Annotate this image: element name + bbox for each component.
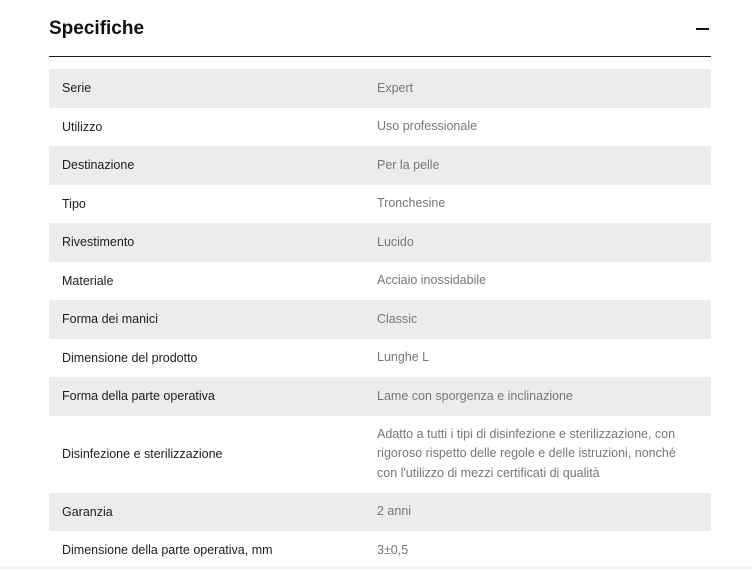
section-title: Specifiche xyxy=(49,18,145,39)
spec-row-disinfezione xyxy=(49,416,711,493)
spec-value: Lucido xyxy=(377,234,414,249)
specs-section-header[interactable] xyxy=(49,0,711,57)
specs-table xyxy=(49,69,711,570)
spec-value: Expert xyxy=(377,80,414,95)
spec-label: Disinfezione e sterilizzazione xyxy=(62,447,223,461)
spec-value: Lame con sporgenza e inclinazione xyxy=(377,388,573,403)
spec-label: Dimensione della parte operativa, mm xyxy=(62,543,273,558)
spec-label: Materiale xyxy=(62,273,114,288)
spec-row-garanzia xyxy=(49,493,711,532)
spec-value: Uso professionale xyxy=(377,119,478,133)
spec-label: Utilizzo xyxy=(62,119,103,134)
spec-row-utilizzo xyxy=(49,108,711,147)
spec-value: 2 anni xyxy=(377,504,412,518)
spec-label: Tipo xyxy=(62,196,86,211)
spec-row-tipo xyxy=(49,185,711,224)
spec-label: Rivestimento xyxy=(62,235,135,250)
spec-row-serie xyxy=(49,69,711,108)
spec-row-destinazione xyxy=(49,146,711,185)
spec-row-dimensione-prodotto xyxy=(49,339,711,378)
spec-label: Serie xyxy=(62,81,92,96)
spec-row-materiale xyxy=(49,262,711,301)
spec-value: Acciaio inossidabile xyxy=(377,273,487,287)
spec-label: Dimensione del prodotto xyxy=(62,350,198,365)
spec-label: Forma dei manici xyxy=(62,312,158,327)
spec-value: Lunghe L xyxy=(377,350,430,364)
spec-row-forma-manici xyxy=(49,300,711,339)
spec-row-forma-parte-operativa xyxy=(49,377,711,416)
spec-label: Destinazione xyxy=(62,158,135,173)
spec-value: Tronchesine xyxy=(377,196,446,210)
spec-value: Adatto a tutti i tipi di disinfezione e sterilizzazione, con rigoroso rispetto delle regole e delle istruzioni, nonché con l'utilizzo di mezzi certificati di qualità xyxy=(377,426,676,480)
minus-icon[interactable] xyxy=(695,22,709,36)
spec-value: 3±0,5 xyxy=(377,542,409,557)
spec-label: Forma della parte operativa xyxy=(62,389,215,404)
spec-row-rivestimento xyxy=(49,223,711,262)
spec-value: Classic xyxy=(377,311,418,326)
minus-icon-bar xyxy=(696,28,709,30)
spec-row-dimensione-parte-operativa xyxy=(49,531,711,570)
spec-label: Garanzia xyxy=(62,504,113,519)
spec-value: Per la pelle xyxy=(377,157,440,172)
